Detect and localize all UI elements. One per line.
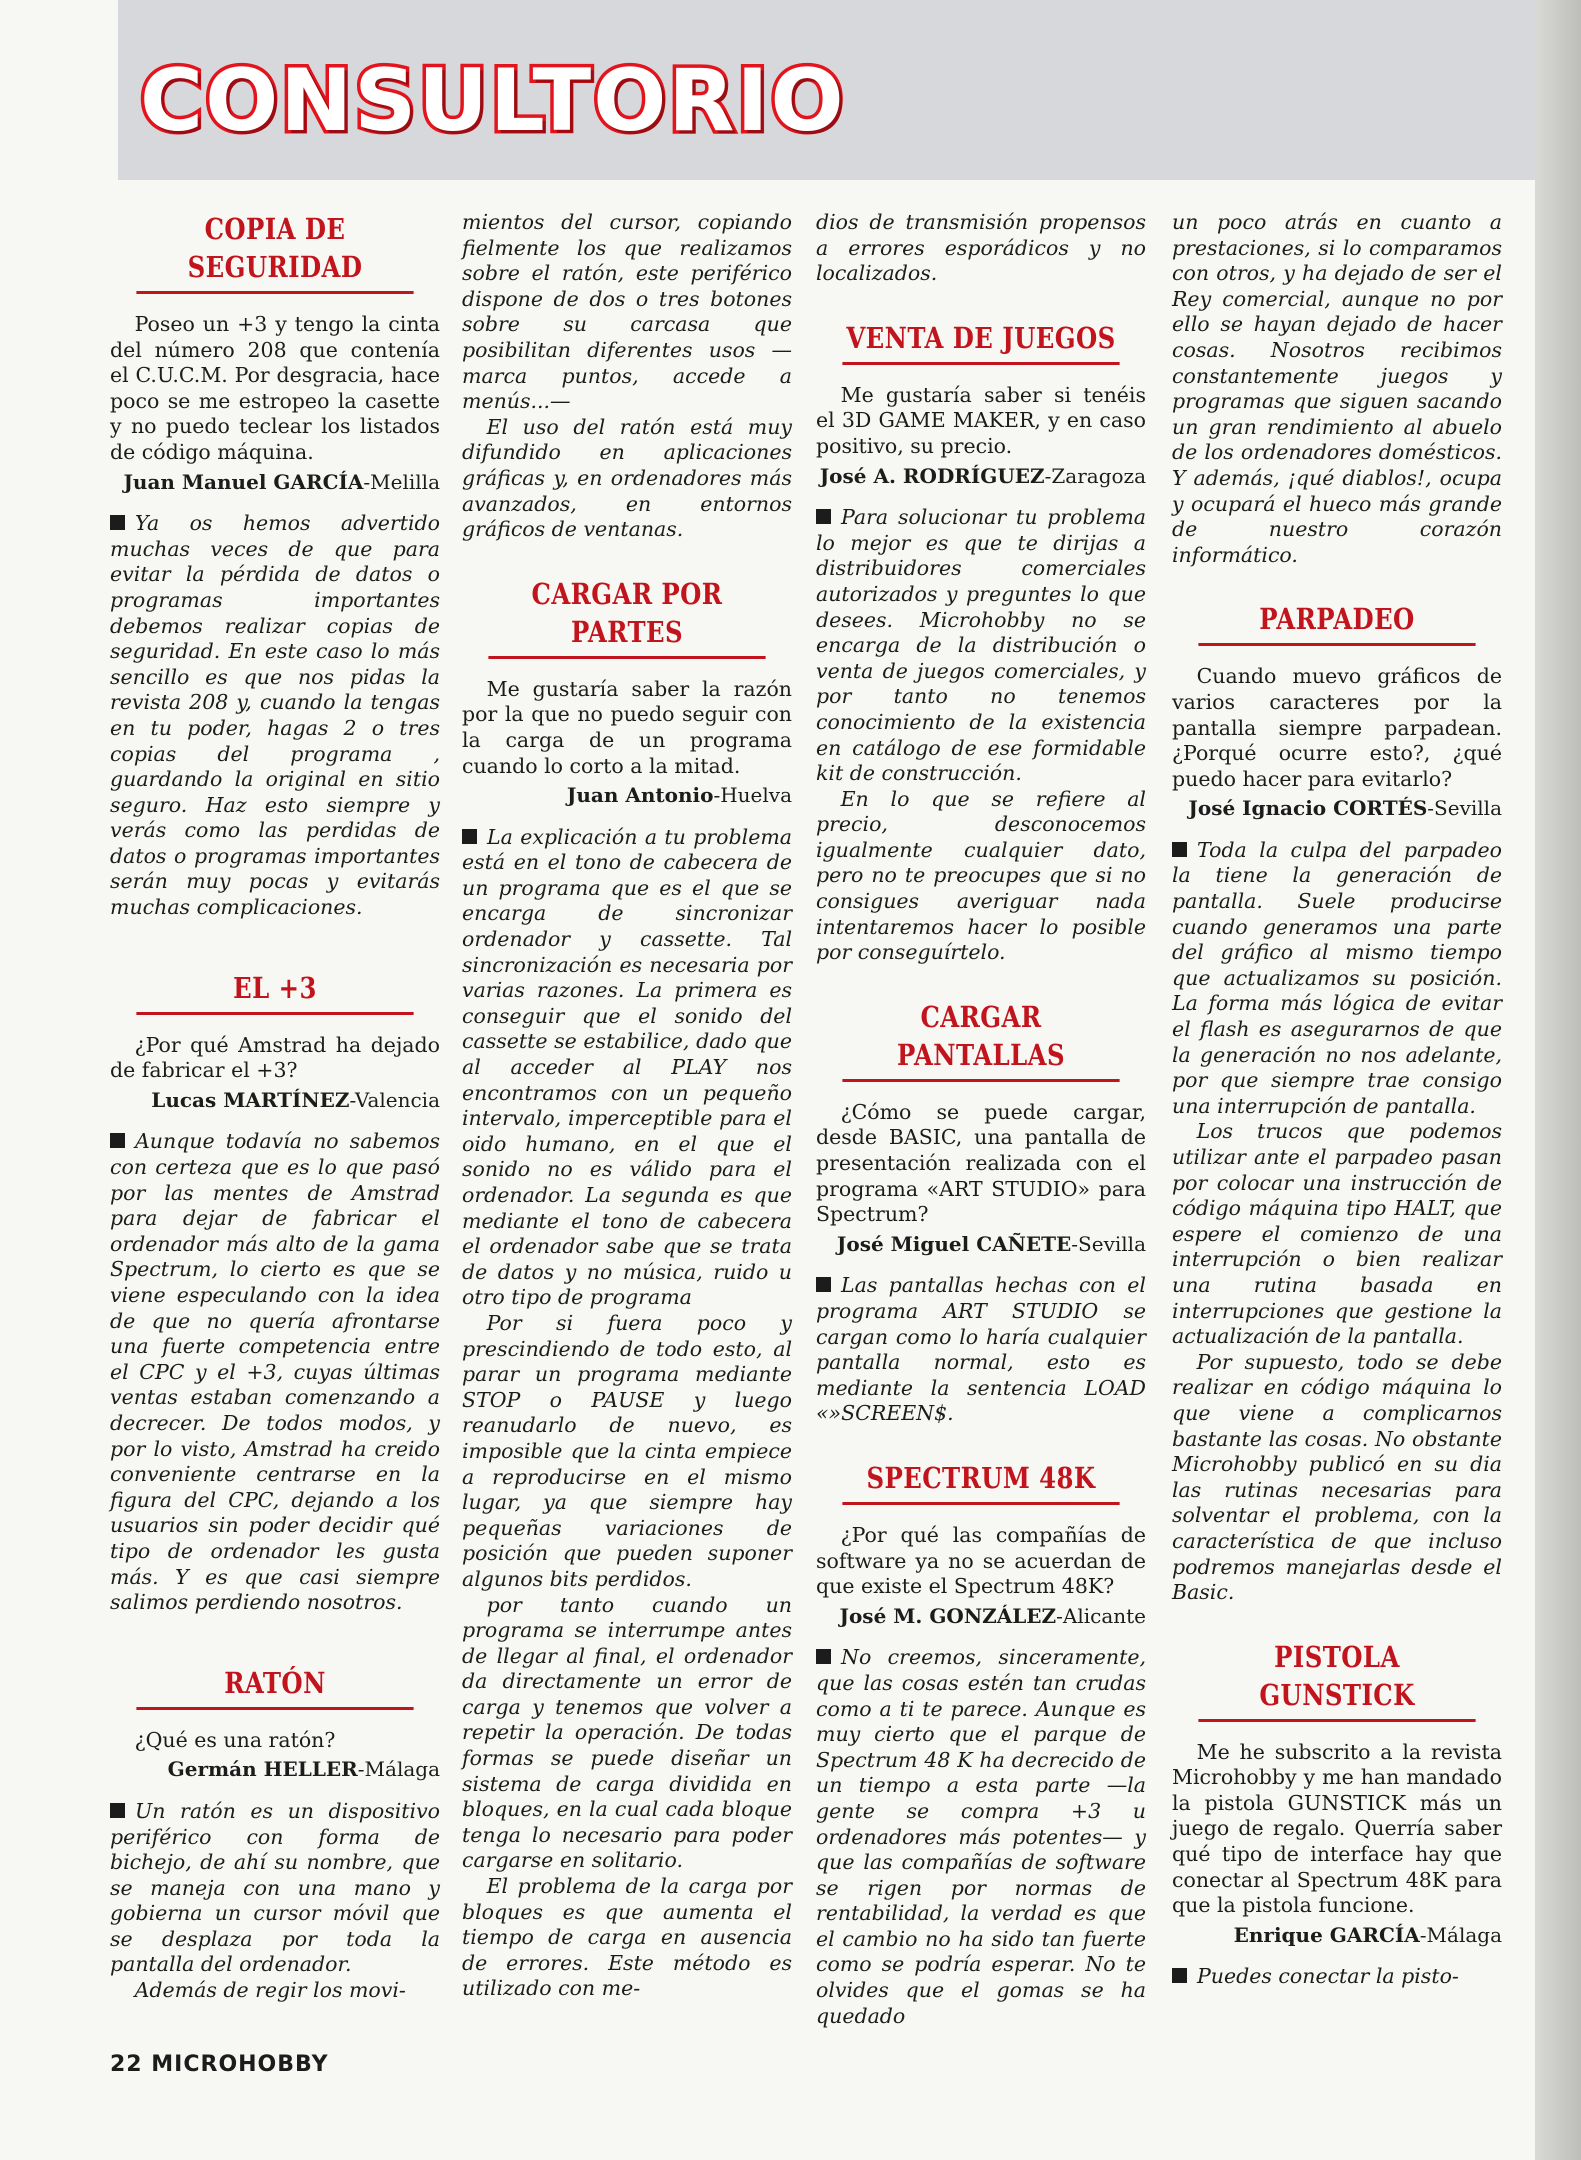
heading-parpadeo: PARPADEO: [1198, 600, 1475, 646]
signature-city: -Málaga: [1419, 1922, 1502, 1947]
question-text: ¿Qué es una ratón?: [134, 1727, 336, 1752]
signature-name: José A. RODRÍGUEZ: [819, 463, 1045, 488]
answer-text: No creemos, sinceramente, que las cosas estén tan crudas como a ti te parece. Aunque es muy cierto que el parque de Spectrum 48 K ha decrecido de un tiempo a esta parte —la gente se compra +3 u ordenadores más potentes— y que las compañías de software se rigen por normas de rentabilidad, la verdad es que el cambio no ha sido tan fuerte como se podría esperar. No te olvides que el gomas se ha quedado: [816, 1645, 1146, 2028]
signature-city: -Valencia: [349, 1087, 440, 1112]
answer-text: La explicación a tu problema está en el tono de cabecera de un programa que es el que se encarga de sincronizar ordenador y cassette. Tal sincronización es necesaria por varias razones. La primera es conseguir que el sonido del cassette se estabilice, dado que al acceder al PLAY nos encontramos con un pequeño intervalo, imperceptible para el oido humano, en el que el sonido no es válido para el ordenador. La segunda es que mediante el tono de cabecera el ordenador sabe que se trata de datos y no música, ruido u otro tipo de programa: [462, 824, 792, 1310]
bullet-icon: [816, 1277, 831, 1292]
signature-name: Juan Manuel GARCÍA: [123, 469, 364, 494]
question-text: Cuando muevo gráficos de varios caracteres por la pantalla siempre parpadean. ¿Porqué ocurre esto?, ¿qué puedo hacer para evitarlo?: [1172, 664, 1502, 791]
heading-spectrum-48k: SPECTRUM 48K: [842, 1459, 1119, 1505]
answer-text: por tanto cuando un programa se interrumpe antes de llegar al final, el ordenador da directamente un error de carga y tenemos que volver a repetir la operación. De todas formas se puede diseñar un sistema de carga dividida en bloques, en la cual cada bloque tenga lo necesario para poder cargarse en solitario.: [462, 1592, 792, 1873]
signature-city: -Huelva: [713, 783, 792, 808]
answer-text: Las pantallas hechas con el programa ART STUDIO se cargan como lo haría cualquier pantalla normal, esto es mediante la sentencia LOAD «»SCREEN$.: [816, 1273, 1146, 1426]
bullet-icon: [110, 515, 125, 530]
heading-venta-de-juegos: VENTA DE JUEGOS: [842, 319, 1119, 365]
signature-name: Lucas MARTÍNEZ: [151, 1087, 350, 1112]
answer-text: Los trucos que podemos utilizar ante el parpadeo pasan por colocar una instrucción de código máquina tipo HALT, que espere el comienzo de una interrupción o bien realizar una rutina basada en interrupciones que gestione la actualización de la pantalla.: [1172, 1119, 1502, 1349]
column-3: [816, 210, 1146, 2029]
bullet-icon: [816, 509, 831, 524]
bullet-icon: [816, 1649, 831, 1664]
bullet-icon: [1172, 842, 1187, 857]
signature: [1172, 796, 1502, 822]
bullet-icon: [110, 1803, 125, 1818]
answer-text: Toda la culpa del parpadeo la tiene la generación de pantalla. Suele producirse cuando generamos una parte del gráfico al mismo tiempo que actualizamos su posición. La forma más lógica de evitar el flash es asegurarnos de que la generación no nos adelante, por que siempre trae consigo una interrupción de pantalla.: [1172, 837, 1502, 1118]
signature: [816, 464, 1146, 490]
answer-text: El problema de la carga por bloques es que aumenta el tiempo de carga en ausencia de errores. Este método es utilizado con me-: [462, 1874, 792, 2001]
signature-name: José M. GONZÁLEZ: [839, 1603, 1057, 1628]
signature-city: -Sevilla: [1427, 796, 1502, 821]
question-text: ¿Cómo se puede cargar, desde BASIC, una pantalla de presentación realizada con el programa «ART STUDIO» para Spectrum?: [816, 1099, 1146, 1227]
column-2: [462, 210, 792, 2002]
signature: [816, 1232, 1146, 1258]
signature: [110, 1088, 440, 1114]
heading-el-plus-3: EL +3: [136, 969, 413, 1015]
question-text: Me gustaría saber si tenéis el 3D GAME MAKER, y en caso positivo, su precio.: [816, 382, 1146, 458]
signature-city: -Málaga: [357, 1757, 440, 1782]
answer-text: Un ratón es un dispositivo periférico con forma de bichejo, de ahí su nombre, que se maneja con una mano y gobierna un cursor móvil que se desplaza por toda la pantalla del ordenador.: [110, 1798, 440, 1977]
answer-text: un poco atrás en cuanto a prestaciones, si lo comparamos con otros, y ha dejado de ser el Rey comercial, aunque no por ello se hayan dejado de hacer cosas. Nosotros recibimos constantemente juegos y programas que siguen sacando un gran rendimiento al abuelo de los ordenadores domésticos. Y además, ¡qué diablos!, ocupa y ocupará el hueco más grande de nuestro corazón informático.: [1172, 210, 1502, 567]
bullet-icon: [1172, 1968, 1187, 1983]
signature-name: Germán HELLER: [167, 1757, 358, 1782]
bullet-icon: [110, 1133, 125, 1148]
signature-city: -Zaragoza: [1044, 463, 1146, 488]
question-text: Me he subscrito a la revista Microhobby y me han mandado la pistola GUNSTICK más un juego de regalo. Querría saber qué tipo de interface hay que conectar al Spectrum 48K para que la pistola funcione.: [1172, 1739, 1502, 1918]
signature-city: -Melilla: [363, 469, 440, 494]
signature-city: -Alicante: [1056, 1603, 1146, 1628]
page-margin: [0, 0, 118, 2160]
answer-text: En lo que se refiere al precio, desconocemos igualmente cualquier dato, pero no te preocupes que si no consigues averiguar nada intentaremos hacer lo posible por conseguírtelo.: [816, 786, 1146, 965]
signature-name: José Ignacio CORTÉS: [1188, 796, 1428, 821]
heading-copia-de-seguridad: COPIA DE SEGURIDAD: [136, 210, 413, 294]
question-text: ¿Por qué las compañías de software ya no se acuerdan de que existe el Spectrum 48K?: [816, 1522, 1146, 1599]
signature: [816, 1604, 1146, 1630]
column-4: [1172, 210, 1502, 1990]
bullet-icon: [462, 829, 477, 844]
signature-name: José Miguel CAÑETE: [836, 1231, 1072, 1256]
heading-cargar-pantallas: CARGAR PANTALLAS: [842, 998, 1119, 1082]
answer-text: Aunque todavía no sabemos con certeza que es lo que pasó por las mentes de Amstrad para dejar de fabricar el ordenador más alto de la gama Spectrum, lo cierto es que se viene especulando con la idea de que no quería afrontarse una fuerte competencia entre el CPC y el +3, cuyas últimas ventas estaban comenzando a decrecer. De todos modos, y por lo visto, Amstrad ha creido conveniente centrarse en la figura del CPC, dejando a los usuarios sin poder decidir qué tipo de ordenador les gusta más. Y es que casi siempre salimos perdiendo nosotros.: [110, 1129, 440, 1615]
page-gutter-shadow: [1535, 0, 1581, 2160]
answer-text: Ya os hemos advertido muchas veces de que para evitar la pérdida de datos o programas importantes debemos realizar copias de seguridad. En este caso lo más sencillo es que nos pidas la revista 208 y, cuando la tengas en tu poder, hagas 2 o tres copias del programa , guardando la original en sitio seguro. Haz esto siempre y verás como las perdidas de datos o programas importantes serán muy pocas y evitarás muchas complicaciones.: [110, 511, 440, 920]
column-1: [110, 210, 440, 2004]
page-footer: 22 MICROHOBBY: [110, 2052, 329, 2077]
answer-text: Por si fuera poco y prescindiendo de todo esto, al parar un programa mediante STOP o PAUSE y luego reanudarlo de nuevo, es imposible que la cinta empiece a reproducirse en el mismo lugar, ya que siempre hay pequeñas variaciones de posición que pueden suponer algunos bits perdidos.: [462, 1310, 792, 1591]
question-text: ¿Por qué Amstrad ha dejado de fabricar el +3?: [110, 1032, 440, 1083]
heading-pistola-gunstick: PISTOLA GUNSTICK: [1198, 1638, 1475, 1722]
question-text: Poseo un +3 y tengo la cinta del número 208 que contenía el C.U.C.M. Por desgracia, hace poco se me estropeo la casette y no puedo teclear los listados de código máquina.: [110, 312, 440, 464]
answer-text: Para solucionar tu problema lo mejor es que te dirijas a distribuidores comerciales autorizados y preguntes lo que desees. Microhobby no se encarga de la distribución o venta de juegos comerciales, y por tanto no tenemos conocimiento de la existencia en catálogo de ese formidable kit de construcción.: [816, 505, 1146, 786]
answer-text: mientos del cursor, copiando fielmente los que realizamos sobre el ratón, este periférico dispone de dos o tres botones sobre su carcasa que posibilitan diferentes usos —marca puntos, accede a menús...—: [462, 210, 792, 414]
answer-text: Puedes conectar la pisto-: [1172, 1964, 1502, 1990]
question-text: Me gustaría saber la razón por la que no puedo seguir con la carga de un programa cuando lo corto a la mitad.: [462, 676, 792, 778]
section-title: CONSULTORIO: [140, 51, 846, 151]
answer-text: Además de regir los movi-: [134, 1978, 406, 2003]
signature-name: Enrique GARCÍA: [1233, 1922, 1420, 1947]
signature-name: Juan Antonio: [566, 783, 714, 808]
answer-text: dios de transmisión propensos a errores esporádicos y no localizados.: [816, 210, 1146, 286]
signature: [110, 1757, 440, 1783]
answer-text: Por supuesto, todo se debe realizar en código máquina lo que viene a complicarnos bastante las cosas. No obstante Microhobby publicó en su dia las rutinas necesarias para solventar el problema, con la característica de que incluso podremos manejarlas desde el Basic.: [1172, 1349, 1502, 1605]
heading-cargar-por-partes: CARGAR POR PARTES: [488, 575, 765, 659]
signature: [462, 783, 792, 809]
signature: [1172, 1923, 1502, 1949]
signature: [110, 470, 440, 496]
heading-raton: RATÓN: [136, 1664, 413, 1710]
signature-city: -Sevilla: [1071, 1231, 1146, 1256]
answer-text: El uso del ratón está muy difundido en aplicaciones gráficas y, en ordenadores más avanzados, en entornos gráficos de ventanas.: [462, 414, 792, 542]
